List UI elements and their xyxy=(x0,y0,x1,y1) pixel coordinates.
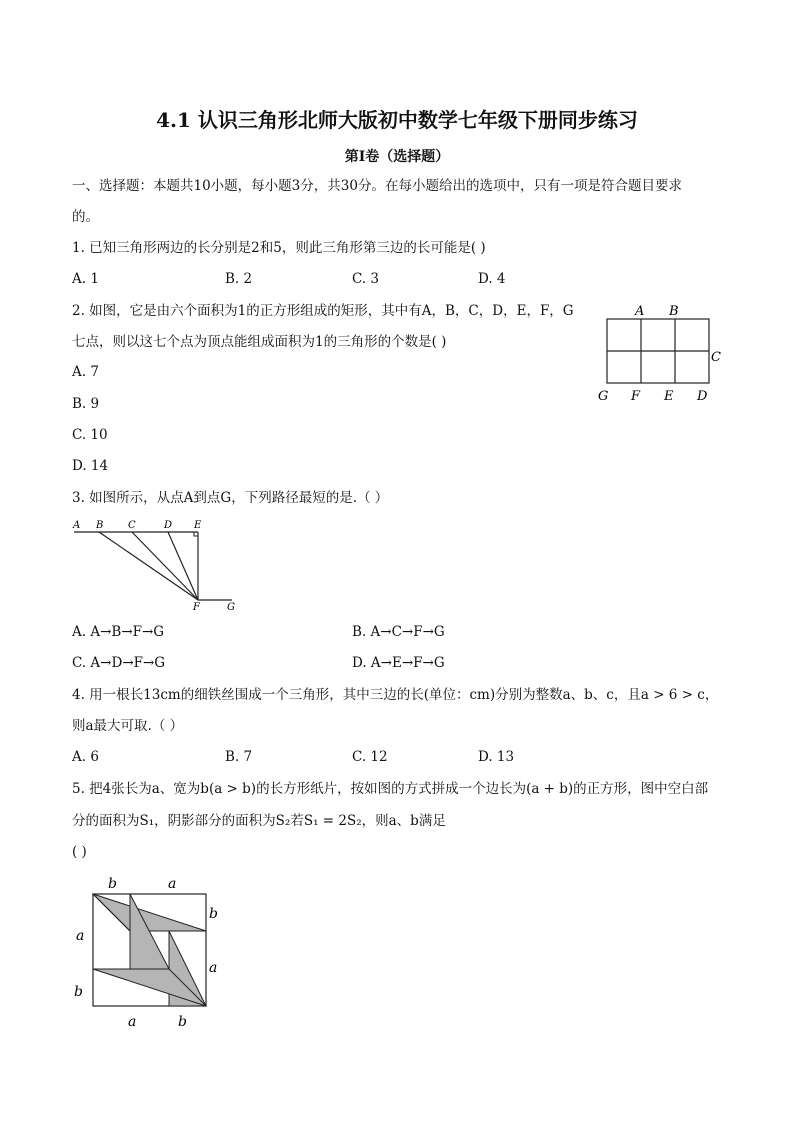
point-label-g: G xyxy=(598,389,609,404)
question-2-grid-figure xyxy=(590,298,730,410)
side-label-b: b xyxy=(108,876,117,892)
question-2-stem-line2: 七点，则以这七个点为顶点能组成面积为1的三角形的个数是( ) xyxy=(72,334,447,350)
point-label-a: A xyxy=(73,520,81,531)
question-4-stem-line2: 则a最大可取.（ ） xyxy=(72,718,184,734)
question-1-option-a[interactable]: A. 1 xyxy=(72,271,99,287)
shaded-triangle xyxy=(93,894,206,931)
question-4-option-d[interactable]: D. 13 xyxy=(478,749,515,765)
point-label-a: A xyxy=(635,304,645,319)
question-1-option-b[interactable]: B. 2 xyxy=(225,271,253,287)
question-5-square-figure xyxy=(70,870,230,1030)
page-title: 4.1 认识三角形北师大版初中数学七年级下册同步练习 xyxy=(156,108,638,132)
point-label-f: F xyxy=(193,602,200,613)
side-label-b: b xyxy=(209,906,218,922)
point-label-b: B xyxy=(96,520,104,531)
section-instructions-line1: 一、选择题：本题共10小题，每小题3分，共30分。在每小题给出的选项中，只有一项是符合题目要求 xyxy=(72,178,682,194)
question-3-option-a[interactable]: A. A→B→F→G xyxy=(72,624,165,640)
side-label-a: a xyxy=(209,960,218,976)
question-2-option-b[interactable]: B. 9 xyxy=(72,396,100,412)
question-4-stem-line1: 4. 用一根长13cm的细铁丝围成一个三角形，其中三边的长(单位：cm)分别为整数a、b、c，且a > 6 > c， xyxy=(72,687,719,703)
side-label-b: b xyxy=(74,984,83,1000)
section-heading: 第I卷（选择题） xyxy=(344,149,450,165)
question-2-option-d[interactable]: D. 14 xyxy=(72,458,109,474)
point-label-c: C xyxy=(711,350,721,365)
question-1-option-d[interactable]: D. 4 xyxy=(478,271,506,287)
point-label-d: D xyxy=(697,389,708,404)
point-label-e: E xyxy=(664,389,674,404)
question-4-option-b[interactable]: B. 7 xyxy=(225,749,253,765)
point-label-b: B xyxy=(669,304,679,319)
point-label-e: E xyxy=(194,520,202,531)
point-label-f: F xyxy=(631,389,641,404)
question-2-option-c[interactable]: C. 10 xyxy=(72,427,108,443)
point-label-d: D xyxy=(164,520,173,531)
line-cf xyxy=(132,532,198,600)
side-label-a: a xyxy=(168,876,177,892)
question-3-option-b[interactable]: B. A→C→F→G xyxy=(352,624,445,640)
side-label-a: a xyxy=(128,1014,137,1030)
question-4-option-a[interactable]: A. 6 xyxy=(72,749,99,765)
question-2-option-a[interactable]: A. 7 xyxy=(72,364,99,380)
question-3-option-d[interactable]: D. A→E→F→G xyxy=(352,655,445,671)
question-4-option-c[interactable]: C. 12 xyxy=(352,749,388,765)
point-label-c: C xyxy=(128,520,136,531)
question-1-stem: 1. 已知三角形两边的长分别是2和5，则此三角形第三边的长可能是( ) xyxy=(72,240,486,256)
question-5-stem-line2: 分的面积为S₁，阴影部分的面积为S₂若S₁ = 2S₂，则a、b满足 xyxy=(72,813,446,829)
question-5-stem-line3: ( ) xyxy=(72,844,87,860)
section-instructions-line2: 的。 xyxy=(72,209,99,225)
question-3-path-figure xyxy=(70,515,245,615)
question-2-stem-line1: 2. 如图，它是由六个面积为1的正方形组成的矩形，其中有A，B，C，D，E，F，G xyxy=(72,303,574,319)
question-3-option-c[interactable]: C. A→D→F→G xyxy=(72,655,166,671)
point-label-g: G xyxy=(227,602,235,613)
side-label-b: b xyxy=(178,1014,187,1030)
side-label-a: a xyxy=(76,928,85,944)
question-1-option-c[interactable]: C. 3 xyxy=(352,271,380,287)
question-5-stem-line1: 5. 把4张长为a、宽为b(a > b)的长方形纸片，按如图的方式拼成一个边长为(a + b)的正方形，图中空白部 xyxy=(72,781,709,797)
question-3-stem: 3. 如图所示，从点A到点G，下列路径最短的是.（ ） xyxy=(72,490,389,506)
